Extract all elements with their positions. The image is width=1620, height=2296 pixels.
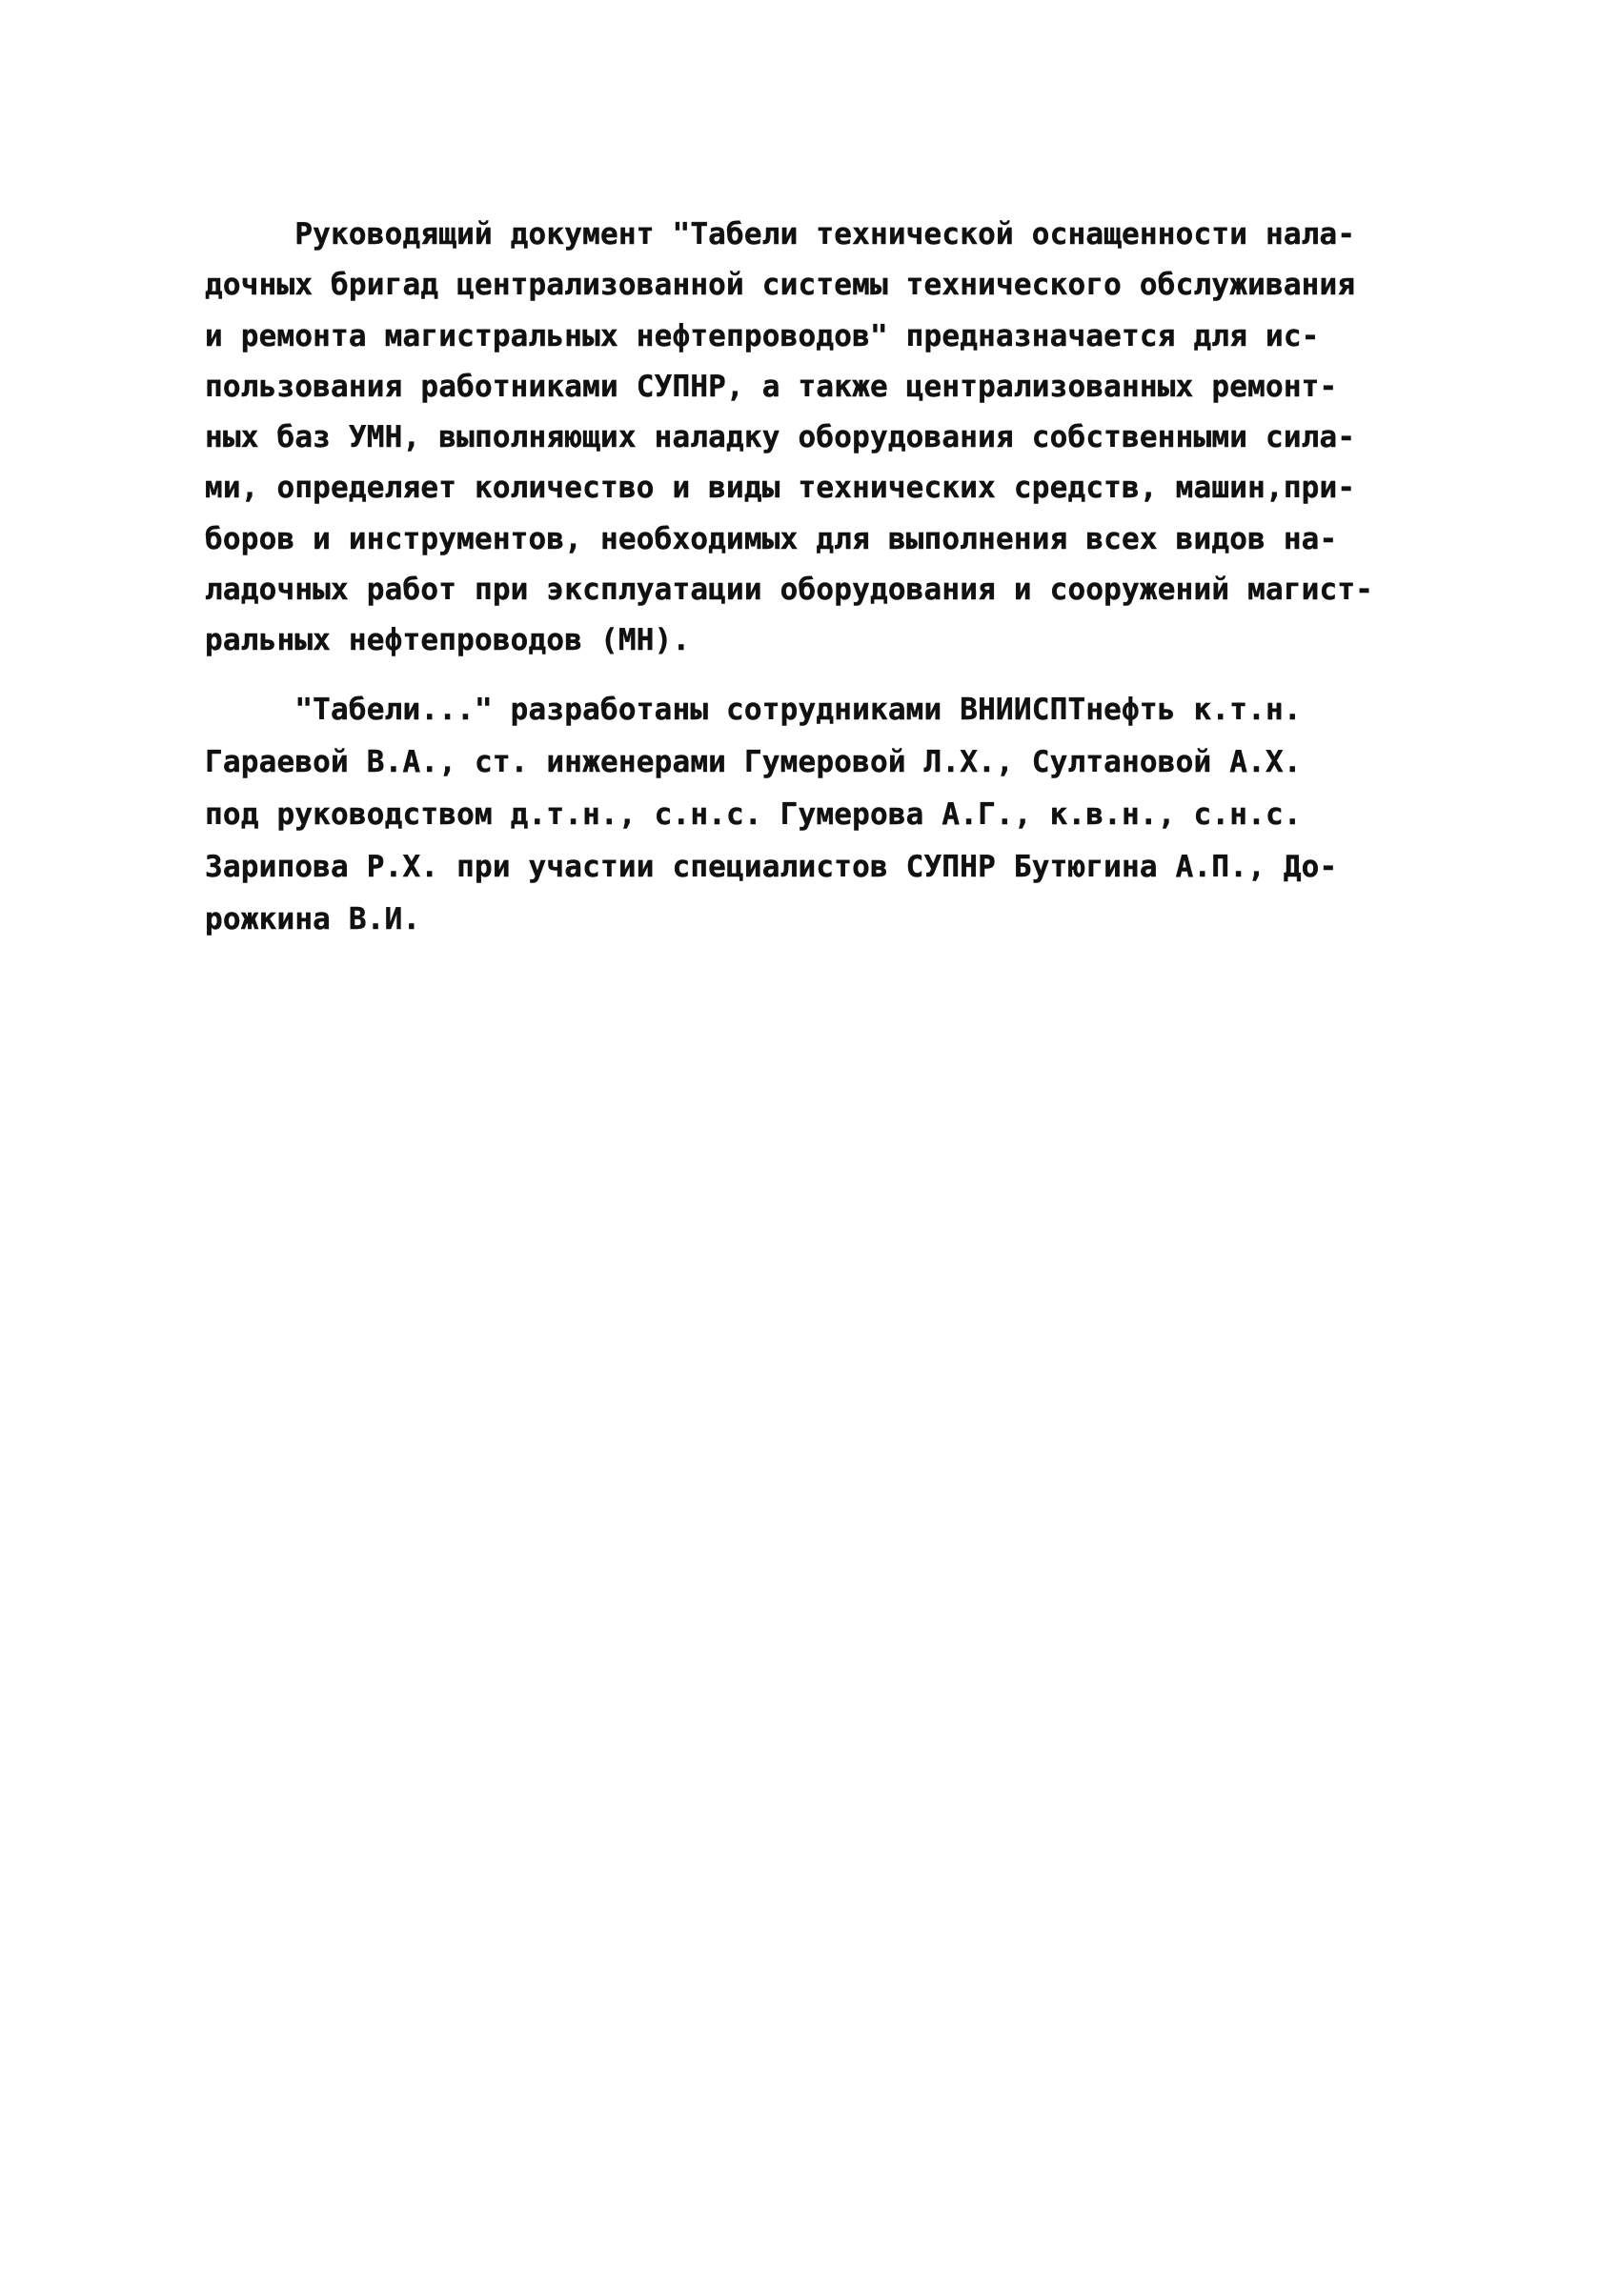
text-line: Руководящий документ "Табели технической оснащенности нала- xyxy=(205,217,1356,252)
text-line: ладочных работ при эксплуатации оборудования и сооружений магист- xyxy=(205,573,1374,608)
text-line: рожкина В.И. xyxy=(205,901,421,937)
document-body xyxy=(205,210,1472,946)
text-line: ральных нефтепроводов (МН). xyxy=(205,623,691,658)
text-line: Зарипова Р.Х. при участии специалистов СУПНР Бутюгина А.П., До- xyxy=(205,849,1338,884)
paragraph-purpose xyxy=(205,210,1472,667)
text-line: дочных бригад централизованной системы технического обслуживания xyxy=(205,268,1356,303)
text-line: под руководством д.т.н., с.н.с. Гумерова А.Г., к.в.н., с.н.с. xyxy=(205,796,1302,832)
text-line: и ремонта магистральных нефтепроводов" предназначается для ис- xyxy=(205,318,1320,353)
paragraph-authors xyxy=(205,684,1472,946)
text-line: ми, определяет количество и виды технических средств, машин,при- xyxy=(205,471,1356,506)
text-line: Гараевой В.А., ст. инженерами Гумеровой Л.Х., Султановой А.Х. xyxy=(205,744,1302,779)
text-line: ных баз УМН, выполняющих наладку оборудования собственными сила- xyxy=(205,420,1356,455)
text-line: боров и инструментов, необходимых для выполнения всех видов на- xyxy=(205,521,1338,556)
text-line: пользования работниками СУПНР, а также централизованных ремонт- xyxy=(205,369,1338,404)
text-line: "Табели..." разработаны сотрудниками ВНИИСПТнефть к.т.н. xyxy=(205,692,1302,727)
